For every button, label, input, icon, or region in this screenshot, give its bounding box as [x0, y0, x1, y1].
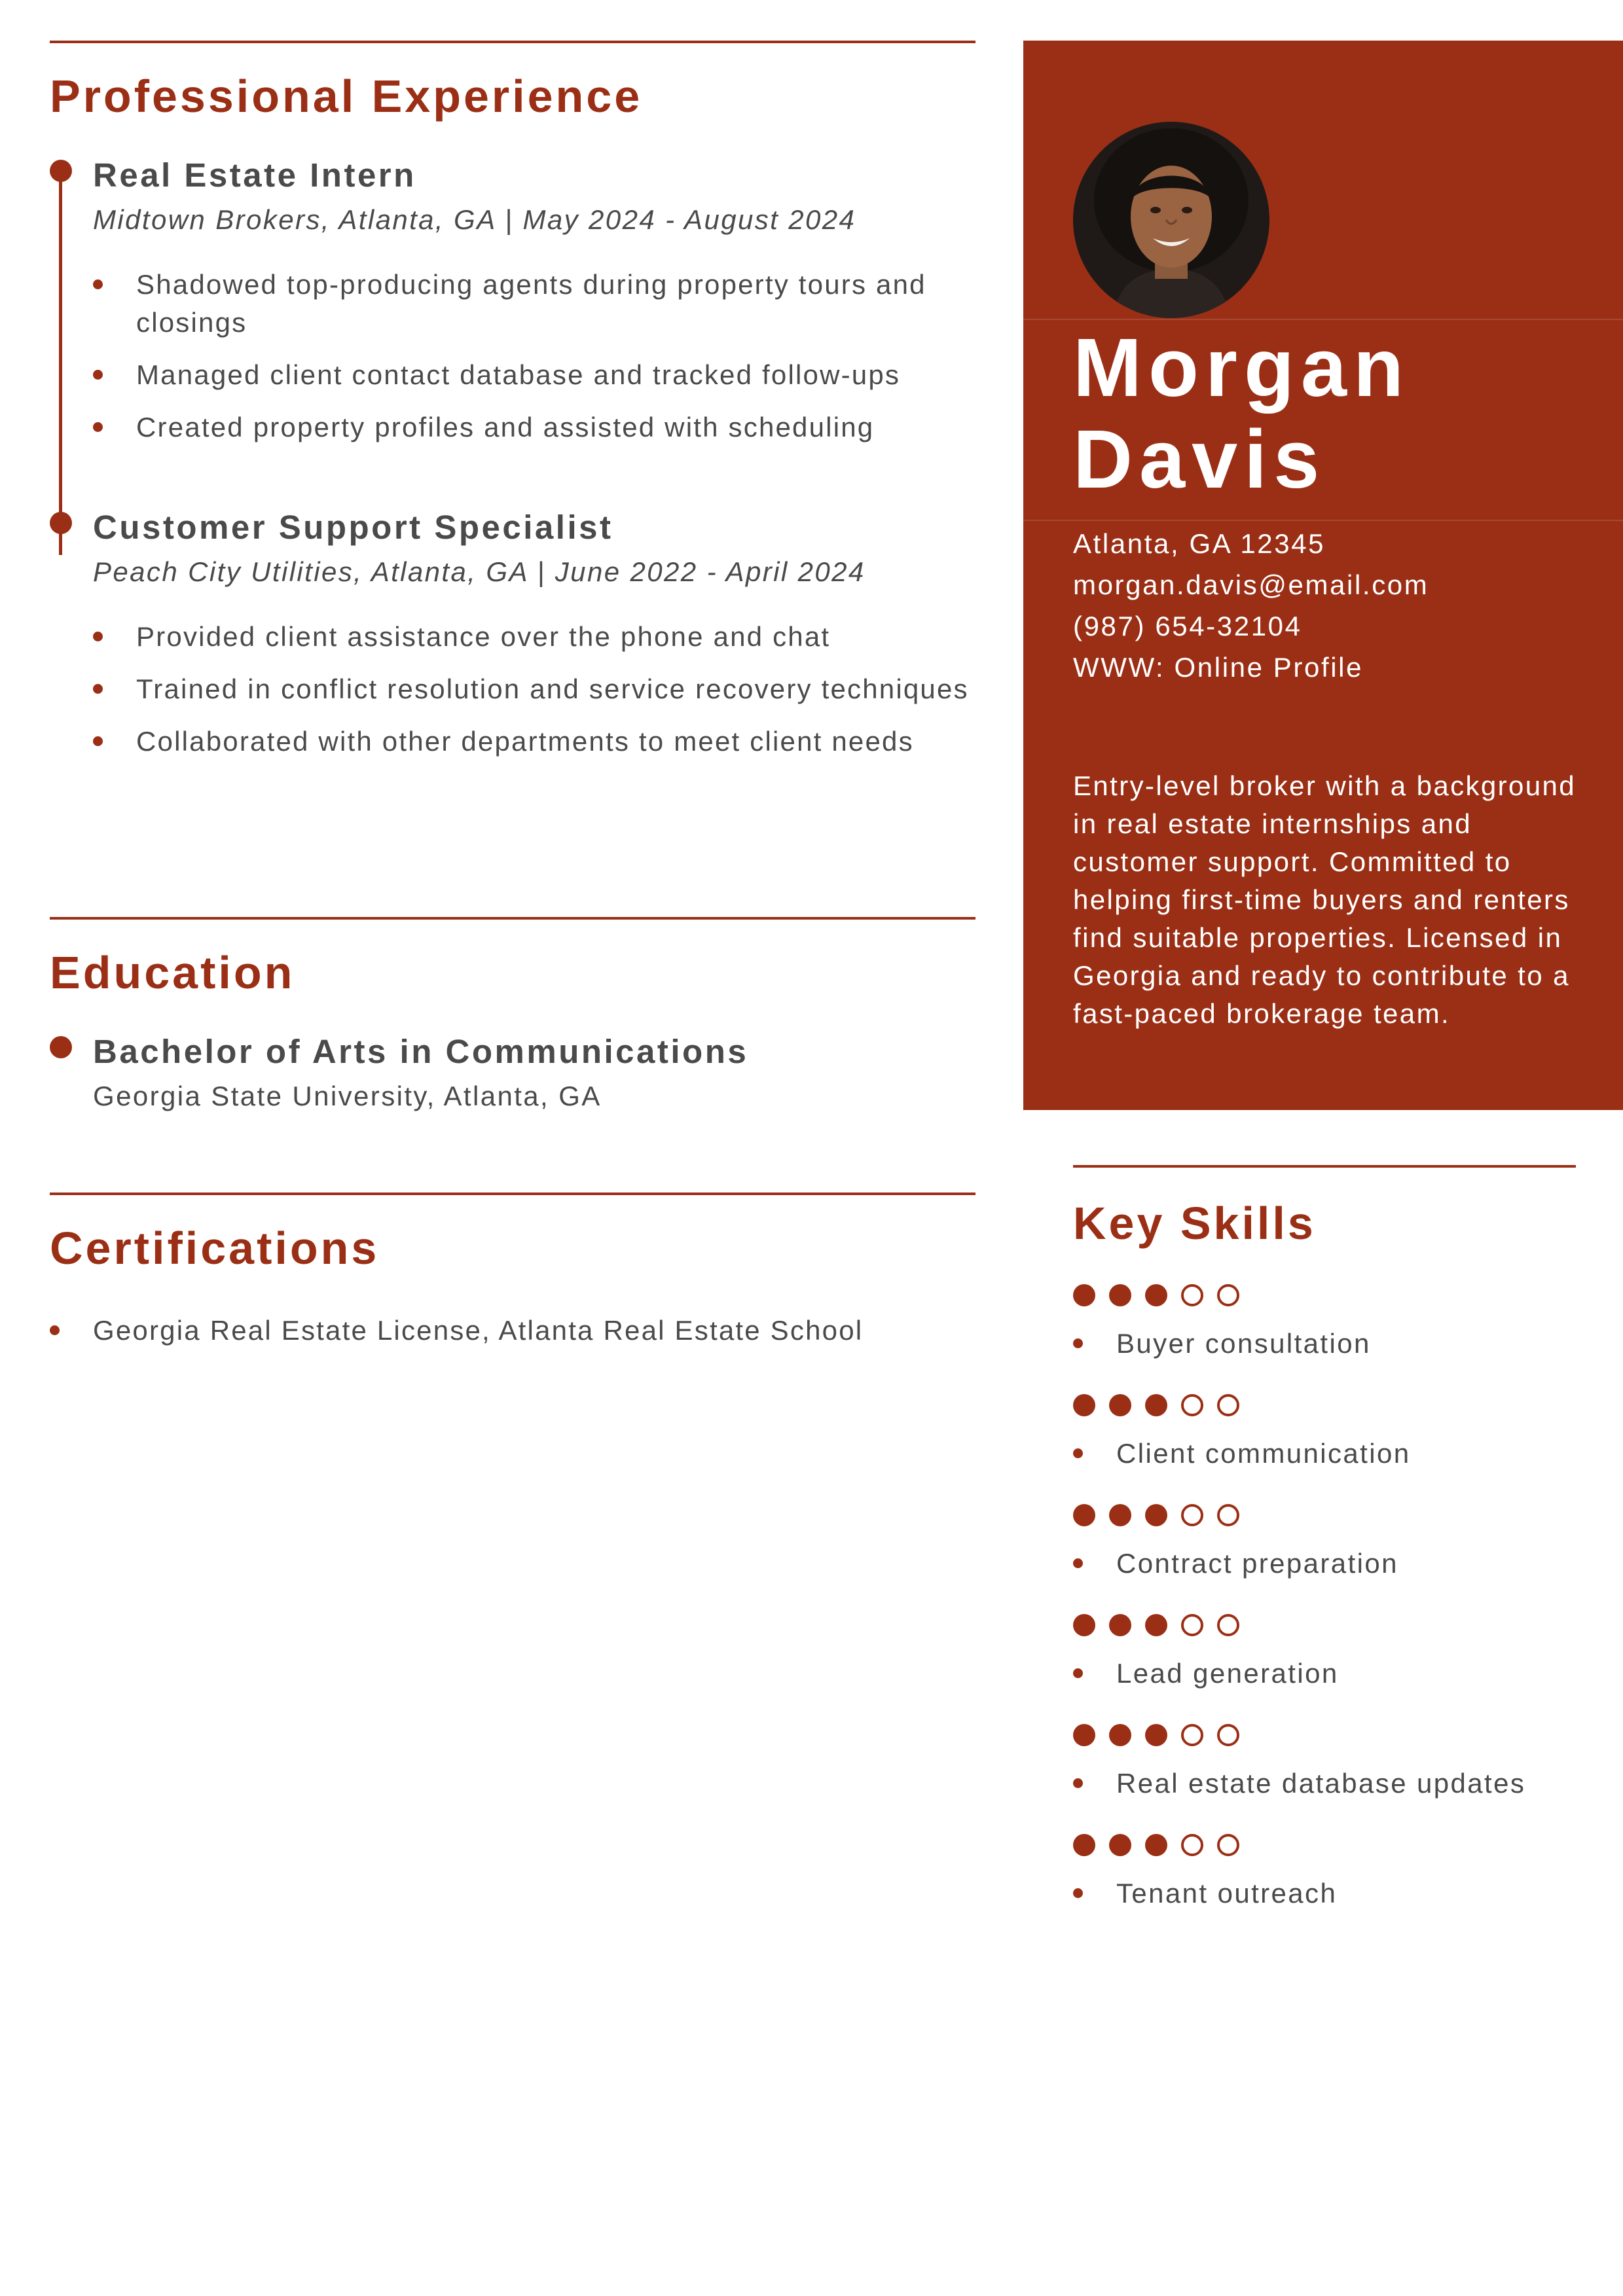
job-meta: Peach City Utilities, Atlanta, GA | June 2022 - April 2024: [93, 556, 866, 588]
skill-item: [1073, 1614, 1576, 1693]
rating-dot-empty: [1217, 1504, 1239, 1526]
rating-dot-empty: [1217, 1724, 1239, 1746]
job-bullet: Shadowed top-producing agents during property tours and closings: [93, 266, 976, 342]
last-name: Davis: [1073, 413, 1326, 505]
profile-summary: Entry-level broker with a background in real estate internships and customer support. Committed to helping first-time buyers and renters find suitable properties. Licensed in Georgia and ready to contribute to a fast-paced brokerage team.: [1073, 770, 1577, 1029]
rating-dot-empty: [1181, 1834, 1203, 1856]
job-bullets: [93, 618, 976, 761]
rating-dot-filled: [1073, 1724, 1095, 1746]
degree-title: Bachelor of Arts in Communications: [93, 1033, 749, 1070]
phone: (987) 654-32104: [1073, 611, 1302, 641]
skill-rating: [1073, 1394, 1576, 1416]
skill-rating: [1073, 1284, 1576, 1306]
skills-heading: Key Skills: [1073, 1198, 1316, 1249]
experience-heading: Professional Experience: [50, 71, 643, 122]
skill-rating: [1073, 1614, 1576, 1636]
rating-dot-filled: [1145, 1614, 1167, 1636]
portrait-image: [1073, 122, 1269, 318]
rating-dot-filled: [1109, 1504, 1131, 1526]
education-entry: [50, 1033, 976, 1112]
section-divider: [50, 41, 976, 43]
skill-rating: [1073, 1504, 1576, 1526]
skill-label: Real estate database updates: [1073, 1765, 1576, 1803]
job-company: Midtown Brokers: [93, 204, 321, 236]
rating-dot-empty: [1181, 1504, 1203, 1526]
rating-dot-filled: [1073, 1834, 1095, 1856]
job-title: Customer Support Specialist: [93, 509, 613, 547]
rating-dot-empty: [1181, 1284, 1203, 1306]
skill-label: Contract preparation: [1073, 1545, 1576, 1583]
skill-label: Client communication: [1073, 1435, 1576, 1473]
skills-list: [1073, 1284, 1576, 1912]
rating-dot-filled: [1109, 1724, 1131, 1746]
profile-sidebar: [1023, 41, 1623, 1110]
job-entry: [93, 509, 976, 761]
rating-dot-filled: [1145, 1394, 1167, 1416]
skill-item: [1073, 1504, 1576, 1583]
website-label: WWW:: [1073, 652, 1165, 683]
skill-item: [1073, 1724, 1576, 1803]
job-meta: Midtown Brokers, Atlanta, GA | May 2024 - August 2024: [93, 204, 856, 236]
job-bullet: Trained in conflict resolution and service recovery techniques: [93, 670, 976, 708]
rating-dot-filled: [1109, 1614, 1131, 1636]
job-title: Real Estate Intern: [93, 156, 416, 194]
rating-dot-filled: [1145, 1284, 1167, 1306]
main-column: [50, 41, 976, 1346]
skill-item: [1073, 1394, 1576, 1473]
section-divider: [50, 1193, 976, 1195]
job-bullet: Collaborated with other departments to meet client needs: [93, 723, 976, 761]
section-divider: [50, 917, 976, 920]
skill-label: Tenant outreach: [1073, 1874, 1576, 1912]
job-dates: June 2022 - April 2024: [555, 556, 866, 588]
skill-label: Buyer consultation: [1073, 1325, 1576, 1363]
rating-dot-empty: [1181, 1614, 1203, 1636]
rating-dot-filled: [1145, 1724, 1167, 1746]
first-name: Morgan: [1073, 321, 1410, 414]
timeline-dot: [50, 1036, 72, 1058]
rating-dot-empty: [1217, 1614, 1239, 1636]
rating-dot-empty: [1181, 1724, 1203, 1746]
section-divider: [1073, 1165, 1576, 1168]
certifications-section: [50, 1193, 976, 1364]
rating-dot-filled: [1109, 1284, 1131, 1306]
job-bullet: Managed client contact database and tracked follow-ups: [93, 356, 976, 394]
certifications-heading: Certifications: [50, 1223, 380, 1274]
job-dates: May 2024 - August 2024: [522, 204, 856, 236]
profile-photo: [1073, 122, 1269, 318]
certification-item: Georgia Real Estate License, Atlanta Real Estate School: [50, 1312, 976, 1350]
rating-dot-filled: [1073, 1614, 1095, 1636]
experience-section: [50, 41, 976, 761]
sidebar-divider: [1023, 520, 1623, 521]
rating-dot-filled: [1109, 1394, 1131, 1416]
rating-dot-filled: [1109, 1834, 1131, 1856]
rating-dot-filled: [1145, 1834, 1167, 1856]
skills-section: [1073, 1165, 1576, 1912]
rating-dot-empty: [1217, 1834, 1239, 1856]
job-location: Atlanta, GA: [338, 204, 496, 236]
address: Atlanta, GA 12345: [1073, 528, 1326, 559]
timeline-line: [59, 169, 62, 555]
job-entry: [93, 157, 976, 446]
education-section: [50, 917, 976, 1112]
skill-rating: [1073, 1834, 1576, 1856]
education-heading: Education: [50, 947, 295, 998]
timeline-dot: [50, 512, 72, 534]
timeline-dot: [50, 160, 72, 182]
candidate-name: [1073, 322, 1410, 505]
rating-dot-filled: [1073, 1394, 1095, 1416]
email-link[interactable]: morgan.davis@email.com: [1073, 569, 1429, 600]
rating-dot-filled: [1073, 1284, 1095, 1306]
job-bullet: Created property profiles and assisted with scheduling: [93, 408, 976, 446]
skill-rating: [1073, 1724, 1576, 1746]
skill-label: Lead generation: [1073, 1655, 1576, 1693]
experience-timeline: [50, 157, 976, 761]
website-line: [1073, 647, 1429, 688]
contact-info: [1073, 523, 1429, 688]
school-name: Georgia State University, Atlanta, GA: [93, 1081, 602, 1112]
rating-dot-empty: [1217, 1284, 1239, 1306]
rating-dot-empty: [1217, 1394, 1239, 1416]
job-bullet: Provided client assistance over the phone and chat: [93, 618, 976, 656]
job-location: Atlanta, GA: [371, 556, 528, 588]
rating-dot-empty: [1181, 1394, 1203, 1416]
rating-dot-filled: [1073, 1504, 1095, 1526]
job-bullets: [93, 266, 976, 446]
certification-list: [50, 1312, 976, 1350]
job-company: Peach City Utilities: [93, 556, 354, 588]
rating-dot-filled: [1145, 1504, 1167, 1526]
website-link[interactable]: Online Profile: [1174, 652, 1364, 683]
sidebar-divider: [1023, 319, 1623, 320]
skill-item: [1073, 1284, 1576, 1363]
skill-item: [1073, 1834, 1576, 1912]
